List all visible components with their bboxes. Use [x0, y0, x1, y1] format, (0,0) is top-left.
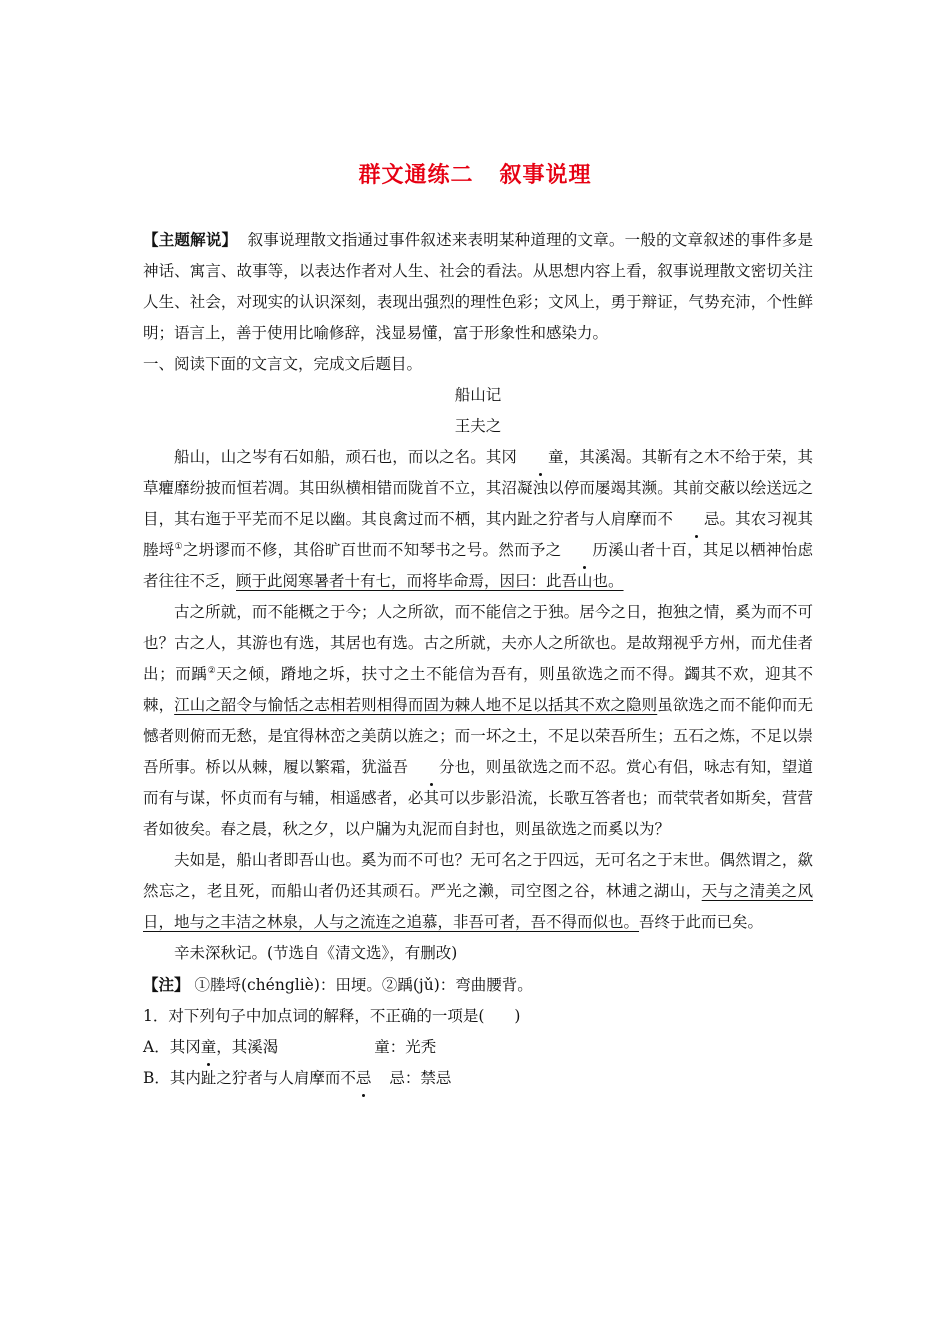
- word-xu: 歘: [797, 851, 813, 869]
- page-title: [0, 158, 950, 189]
- section-instruction: 一、阅读下面的文言文，完成文后题目。: [143, 355, 423, 373]
- dotted-word-li: 历: [561, 535, 608, 566]
- option-a-text-pre: A．其冈: [143, 1038, 201, 1056]
- underlined-sentence-3: 天与之清美之风日，地与之丰洁之林泉，人与之流连之追慕，非吾可者，吾不得而似也。: [143, 882, 813, 931]
- notes-text: ①塍埒(chéngliè)：田埂。②踽(jǔ)：弯曲腰背。: [194, 976, 533, 994]
- question-1-stem: [143, 1001, 813, 1032]
- essay-title: 船山记: [454, 386, 502, 404]
- theme-intro-label: 【主题解说】: [143, 230, 238, 249]
- option-a-explanation: 童：光秃: [374, 1038, 437, 1056]
- essay-paragraph-2: [143, 597, 813, 845]
- question-1-close: ): [514, 1007, 521, 1025]
- p1-text-b: ，其溪渴。其靳有之木不给于荣，其草癯靡纷披而恒若凋。其田纵横相错而陇首不立，其沼凝浊以停而屡竭其濒。其前交蔽以绘送远之目，其右迤于平芜而不足以幽。其良禽过而不栖，其内趾之狞者与人肩摩而不: [143, 448, 813, 528]
- underlined-sentence-2: 江山之韶令与愉恬之志相若则相得而固为棘人地不足以括其不欢之隐则: [174, 696, 658, 714]
- option-a-text-post: ，其溪渴: [216, 1038, 279, 1056]
- p1-text-e: 溪山者十百，其足以栖神怡虑者往往不乏，: [143, 541, 813, 590]
- dotted-word-fen: 分: [408, 752, 455, 783]
- option-b-explanation: 忌：禁忌: [389, 1069, 452, 1087]
- p3-text-c: 吾终于此而已矣。: [639, 913, 764, 931]
- footnote-marker-2: ②: [207, 665, 217, 676]
- p2-text-d: 也，则虽欲选之而不忍。赏心有侣，咏志有知，望道而有与谋，怀贞而有与辅，相遥感者，必其可以步影沿流，长歌互答者也；而茕茕者如斯矣，营营者如彼矣。春之晨，秋之夕，以户牖为丸泥而自封也，则虽欲选之而奚以为？: [143, 758, 813, 838]
- p1-text-a: 船山，山之岑有石如船，顽石也，而以之名。其冈: [174, 448, 518, 466]
- p3-text-b: 然忘之，老且死，而船山者仍还其顽石。严光之濑，司空图之谷，林逋之湖山，: [143, 882, 702, 900]
- question-1-text: 1．对下列句子中加点词的解释，不正确的一项是(: [143, 1007, 485, 1025]
- p2-text-b: 天之倾，蹐地之坼，扶寸之土不能信为吾有，则虽欲选之而不得。蠲其不欢，迎其不棘，: [143, 665, 813, 714]
- essay-author: 王夫之: [454, 417, 502, 435]
- essay-paragraph-1: [143, 442, 813, 597]
- option-b-text-pre: B．其内趾之狞者与人肩摩而不: [143, 1069, 356, 1087]
- p1-text-d: 之坍谬而不修，其俗旷百世而不知琴书之号。然而予之: [182, 541, 562, 559]
- option-a[interactable]: [143, 1032, 813, 1063]
- document-body: [143, 224, 813, 1094]
- p2-text-c: 虽欲选之而不能仰而无憾者则俯而无愁，是宜得林峦之美荫以旌之；而一坏之土，不足以荣吾所生；五石之炼，不足以崇吾所事。桥以从棘，履以繁霜，犹溢吾: [143, 696, 813, 776]
- footnote-marker-1: ①: [174, 541, 183, 552]
- option-b-dotted-word: 忌: [356, 1063, 372, 1094]
- option-b[interactable]: [143, 1063, 813, 1094]
- essay-signature: 辛未深秋记。(节选自《清文选》，有删改): [174, 944, 458, 962]
- essay-paragraph-3: [143, 845, 813, 938]
- notes-label: 【注】: [143, 975, 190, 994]
- p1-text-c: 。其农习视其塍埒: [143, 510, 813, 559]
- p2-text-a: 古之所就，而不能概之于今；人之所欲，而不能信之于独。居今之日，抱独之情，奚为而不可也？古之人，其游也有选，其居也有选。古之所就，夫亦人之所欲也。是故翔视乎方州，而尤佳者出；而踽: [143, 603, 813, 683]
- theme-intro: [143, 224, 813, 349]
- theme-intro-text: 叙事说理散文指通过事件叙述来表明某种道理的文章。一般的文章叙述的事件多是神话、寓言、故事等，以表达作者对人生、社会的看法。从思想内容上看，叙事说理散文密切关注人生、社会，对现实的认识深刻，表现出强烈的理性色彩；文风上，勇于辩证，气势充沛，个性鲜明；语言上，善于使用比喻修辞，浅显易懂，富于形象性和感染力。: [143, 231, 813, 342]
- p3-text-a: 夫如是，船山者即吾山也。奚为而不可也？无可名之于四远，无可名之于末世。偶然谓之，: [174, 851, 798, 869]
- underlined-sentence-1: 顾于此阅寒暑者十有七，而将毕命焉，因曰：此吾山也。: [236, 572, 624, 590]
- dotted-word-ji: 忌: [673, 504, 720, 535]
- title-part-1: 群文通练二: [358, 162, 474, 188]
- title-part-2: 叙事说理: [499, 162, 592, 188]
- annotation-notes: [143, 969, 813, 1001]
- option-a-dotted-word: 童: [201, 1032, 217, 1063]
- dotted-word-tong: 童: [517, 442, 564, 473]
